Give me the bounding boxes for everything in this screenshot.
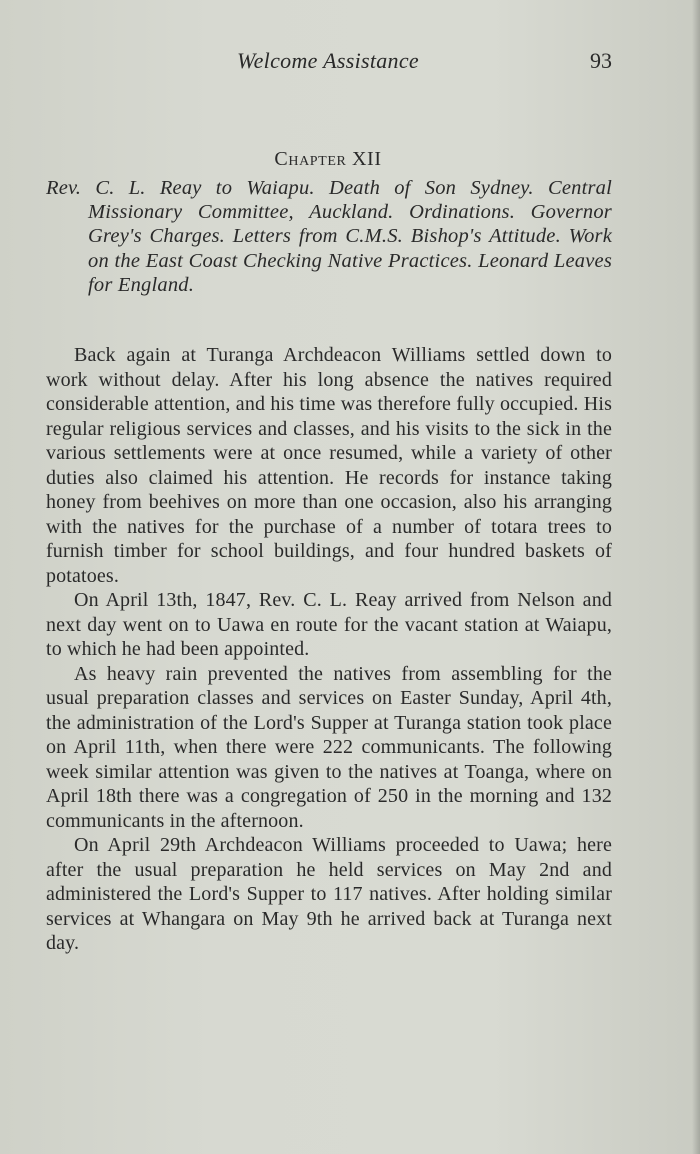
running-title: Welcome Assistance [237, 48, 419, 73]
paragraph: On April 29th Archdeacon Williams proceeded to Uawa; here after the usual preparation he held services on May 2nd and administered the Lord's Supper to 117 natives. After holding similar services at Whangara on May 9th he arrived back at Turanga next day. [46, 834, 612, 954]
page-edge-shadow [692, 0, 700, 1154]
paragraph: Back again at Turanga Archdeacon Williams settled down to work without delay. After his long absence the natives required considerable attention, and his time was therefore fully occupied. His regular religious services and classes, and his visits to the sick in the various settlements were at once resumed, while a variety of other duties also claimed his attention. He records for instance taking honey from beehives on more than one occasion, also his arranging with the natives for the purchase of a number of totara trees to furnish timber for school buildings, and four hundred baskets of potatoes. [46, 344, 612, 587]
page-number: 93 [590, 48, 612, 73]
paragraph: On April 13th, 1847, Rev. C. L. Reay arrived from Nelson and next day went on to Uawa en route for the vacant station at Waiapu, to which he had been appointed. [46, 589, 612, 660]
chapter-synopsis: Rev. C. L. Reay to Waiapu. Death of Son Sydney. Central Missionary Committee, Auckland. Ordinations. Governor Grey's Charges. Letters from C.M.S. Bishop's Attitude. Work on the East Coast Checking Native Practices. Leonard Leaves for England. [46, 177, 612, 296]
paragraph: As heavy rain prevented the natives from assembling for the usual preparation classes and services on Easter Sunday, April 4th, the administration of the Lord's Supper at Turanga station took place on April 11th, when there were 222 communicants. The following week similar attention was given to the natives at Toanga, where on April 18th there was a congregation of 250 in the morning and 132 communicants in the afternoon. [46, 662, 612, 832]
chapter-heading: Chapter XII [274, 148, 382, 170]
body-text [46, 343, 612, 956]
running-head [0, 48, 700, 78]
